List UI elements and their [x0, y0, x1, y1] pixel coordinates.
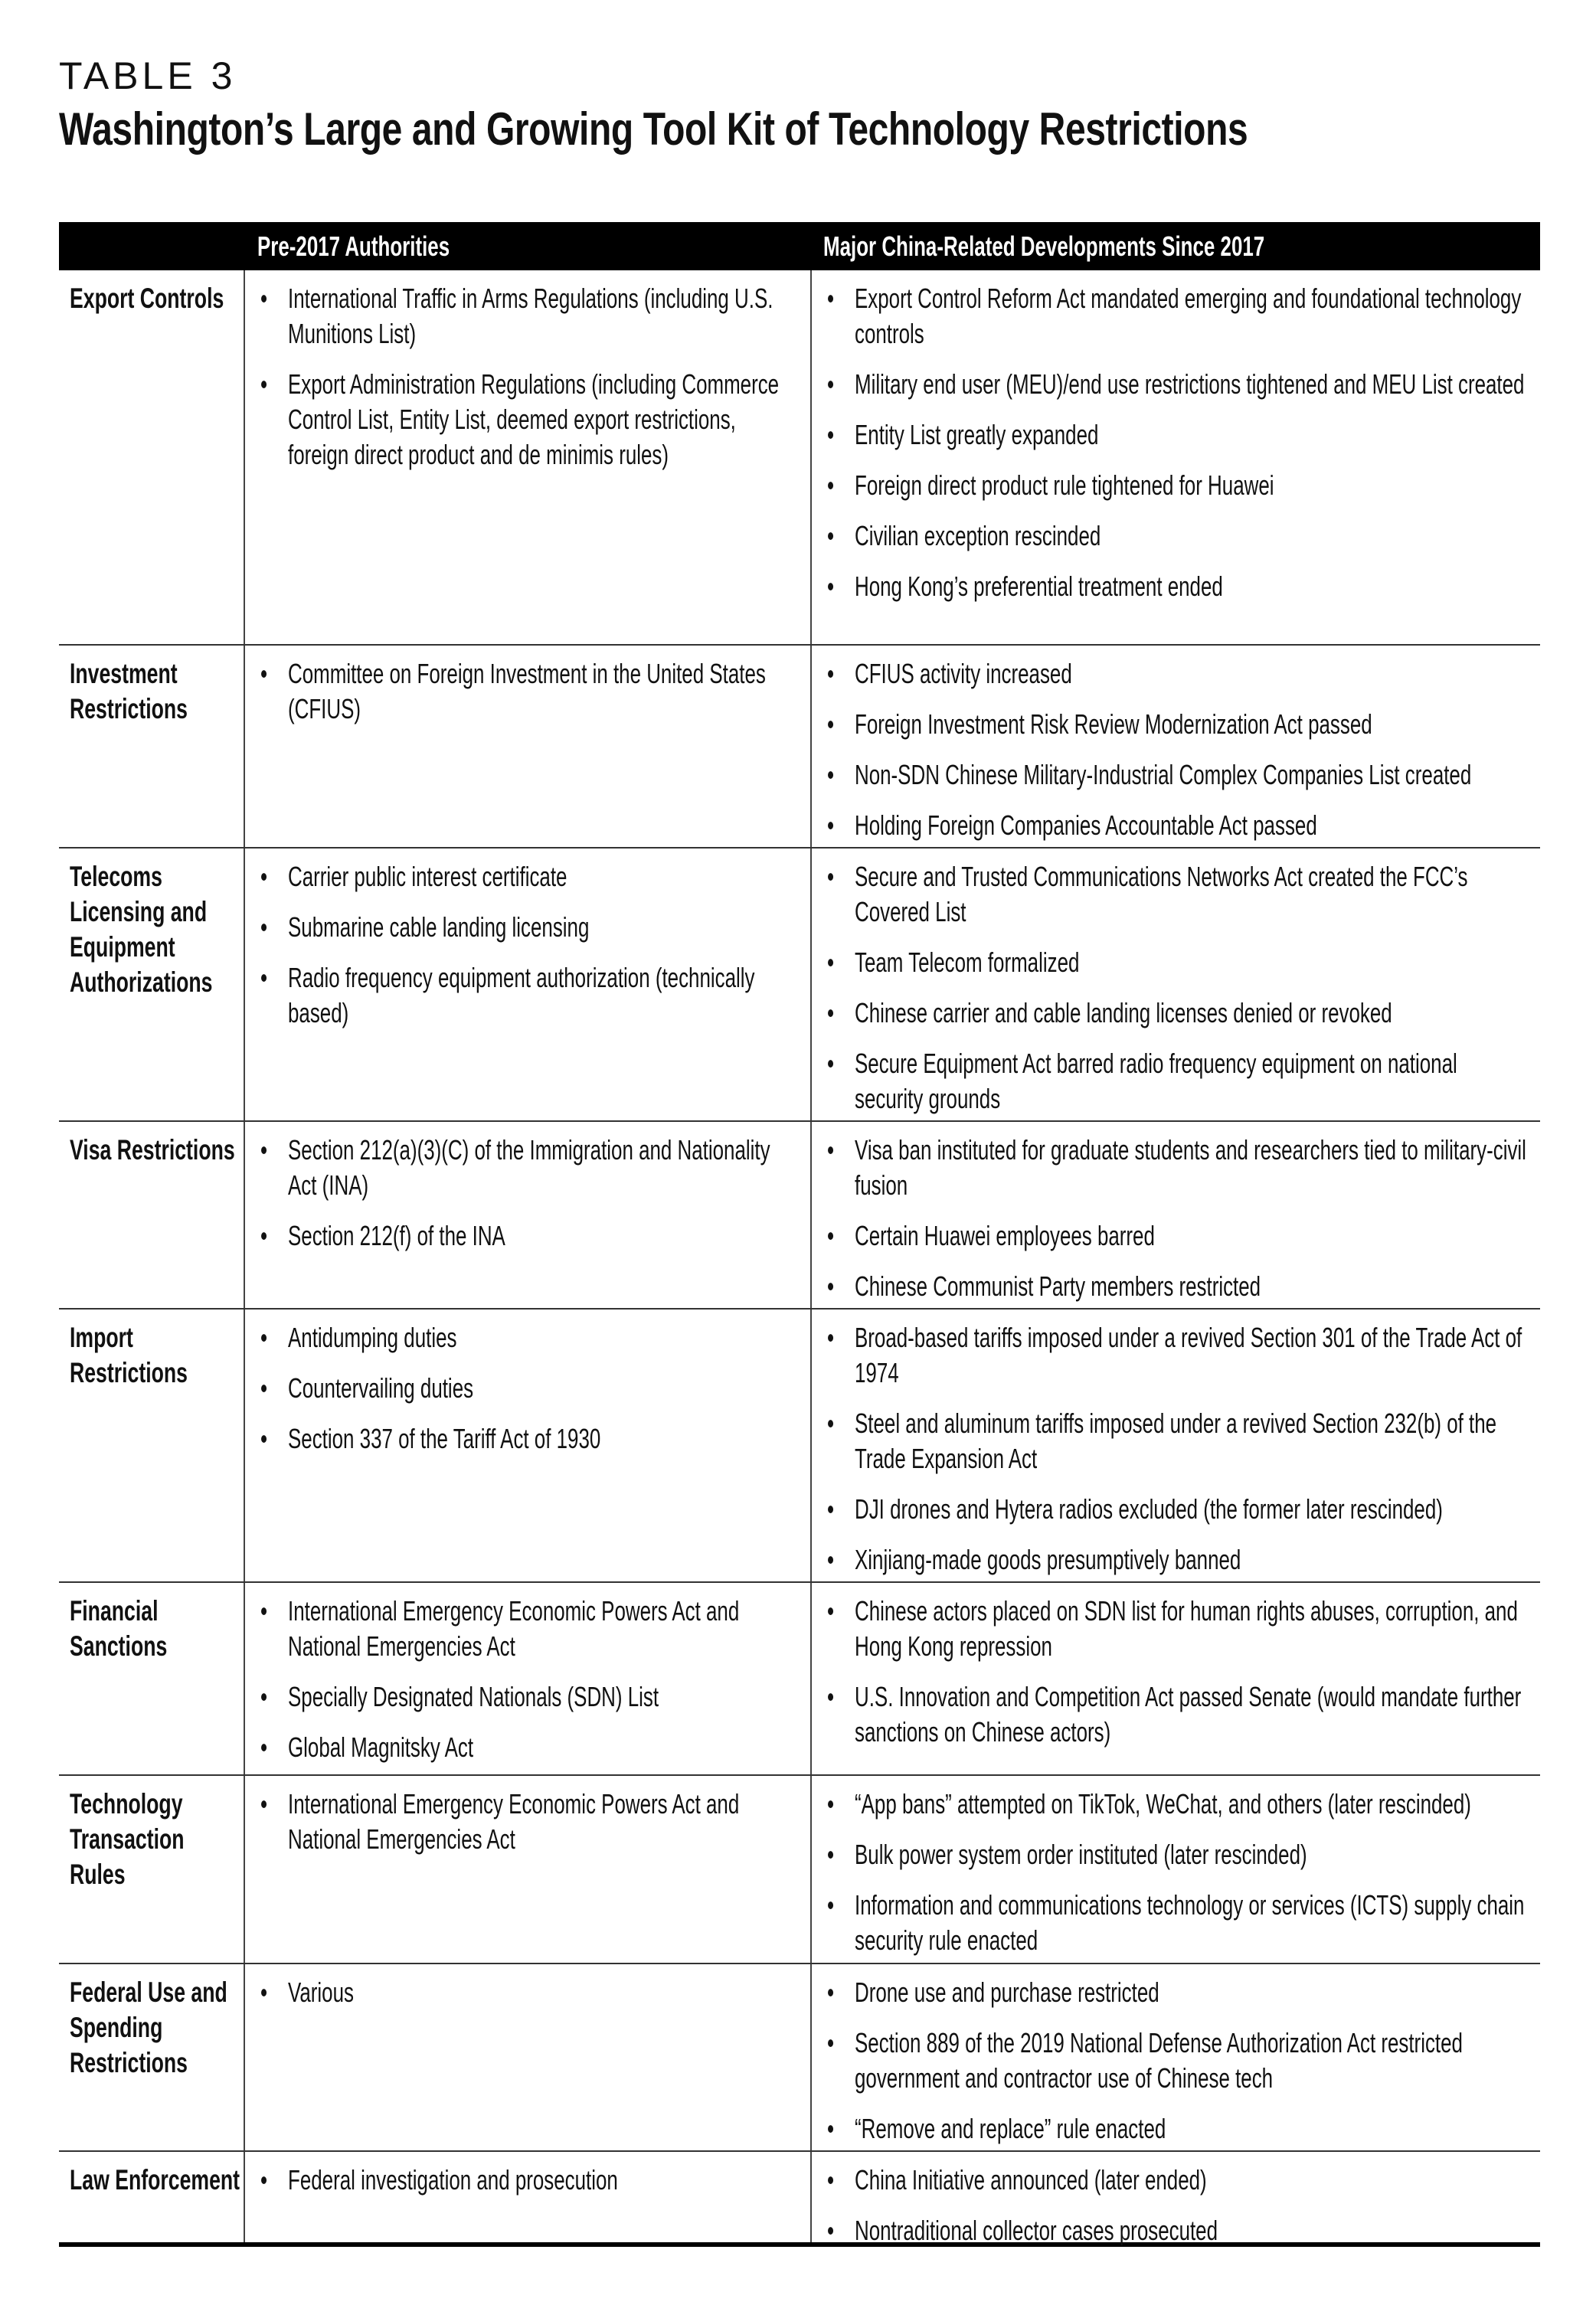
table-row	[59, 1964, 1540, 2152]
list-item	[827, 569, 1528, 604]
bullet-icon: •	[827, 1322, 835, 1353]
bullet-icon: •	[827, 419, 835, 450]
category-label: Federal Use and Spending Restrictions	[70, 1977, 227, 2078]
bullet-icon: •	[260, 283, 268, 314]
category-label: Telecoms Licensing and Equipment Authorizations	[70, 861, 213, 998]
bullet-list	[827, 1975, 1528, 2147]
since-2017-cell	[810, 1776, 1540, 1963]
list-item-text: Hong Kong’s preferential treatment ended	[855, 571, 1223, 602]
list-item-text: Bulk power system order instituted (later rescinded)	[855, 1839, 1307, 1870]
bullet-icon: •	[827, 2027, 835, 2058]
bullet-icon: •	[827, 1493, 835, 1525]
list-item-text: Radio frequency equipment authorization (technically based)	[288, 962, 755, 1028]
list-item	[827, 1046, 1528, 1117]
category-cell	[59, 1122, 244, 1308]
bullet-list	[827, 1133, 1528, 1304]
list-item-text: CFIUS activity increased	[855, 658, 1072, 689]
list-item	[827, 1542, 1528, 1578]
since-2017-cell	[810, 1964, 1540, 2150]
list-item-text: International Emergency Economic Powers Act and National Emergencies Act	[288, 1595, 740, 1662]
list-item	[827, 1837, 1528, 1872]
table-title: Washington’s Large and Growing Tool Kit of Technology Restrictions	[59, 103, 1248, 155]
list-item	[260, 1787, 795, 1857]
list-item-text: Global Magnitsky Act	[288, 1731, 474, 1763]
bullet-icon: •	[827, 2215, 835, 2246]
list-item-text: Broad-based tariffs imposed under a revived Section 301 of the Trade Act of 1974	[855, 1322, 1522, 1388]
pre-2017-cell	[244, 1583, 810, 1774]
restrictions-table	[59, 222, 1540, 2247]
list-item	[260, 1679, 795, 1715]
list-item	[827, 2026, 1528, 2096]
list-item	[827, 1320, 1528, 1391]
bullet-icon: •	[827, 520, 835, 551]
list-item-text: Certain Huawei employees barred	[855, 1220, 1155, 1251]
table-row	[59, 849, 1540, 1122]
bullet-icon: •	[827, 1544, 835, 1575]
bullet-icon: •	[827, 1839, 835, 1870]
bullet-icon: •	[827, 2164, 835, 2196]
list-item	[827, 1679, 1528, 1750]
list-item-text: Military end user (MEU)/end use restrictions tightened and MEU List created	[855, 368, 1525, 400]
bullet-icon: •	[260, 1788, 268, 1820]
bullet-icon: •	[260, 1423, 268, 1454]
bullet-icon: •	[827, 368, 835, 400]
pre-2017-cell	[244, 849, 810, 1120]
bullet-icon: •	[260, 1681, 268, 1712]
bullet-icon: •	[827, 2113, 835, 2144]
bullet-icon: •	[827, 1788, 835, 1820]
list-item-text: International Traffic in Arms Regulations (including U.S. Munitions List)	[288, 283, 773, 349]
list-item-text: Antidumping duties	[288, 1322, 457, 1353]
list-item	[827, 1975, 1528, 2010]
bullet-icon: •	[827, 1977, 835, 2008]
pre-2017-cell	[244, 2152, 810, 2242]
category-cell	[59, 2152, 244, 2242]
column-header-pre-2017: Pre-2017 Authorities	[257, 231, 450, 262]
since-2017-cell	[810, 1122, 1540, 1308]
bullet-icon: •	[827, 283, 835, 314]
bullet-icon: •	[260, 1595, 268, 1627]
list-item-text: Federal investigation and prosecution	[288, 2164, 618, 2196]
bullet-list	[260, 281, 795, 472]
category-label: Import Restrictions	[70, 1322, 188, 1388]
list-item-text: International Emergency Economic Powers Act and National Emergencies Act	[288, 1788, 740, 1855]
list-item-text: Export Administration Regulations (including Commerce Control List, Entity List, deemed export restrictions, foreign direct product and de minimis rules)	[288, 368, 780, 470]
list-item	[260, 1133, 795, 1203]
bullet-list	[827, 1320, 1528, 1578]
list-item-text: U.S. Innovation and Competition Act passed Senate (would mandate further sanctions on Chinese actors)	[855, 1681, 1522, 1748]
list-item	[827, 1269, 1528, 1304]
list-item-text: Foreign Investment Risk Review Modernization Act passed	[855, 708, 1372, 740]
list-item	[260, 1594, 795, 1664]
bullet-icon: •	[827, 1270, 835, 1302]
list-item	[827, 367, 1528, 402]
bullet-list	[260, 1133, 795, 1254]
list-item	[260, 367, 795, 472]
list-item-text: “Remove and replace” rule enacted	[855, 2113, 1166, 2144]
bullet-icon: •	[827, 997, 835, 1028]
category-cell	[59, 1583, 244, 1774]
bullet-list	[827, 2163, 1528, 2248]
bullet-icon: •	[260, 861, 268, 892]
pre-2017-cell	[244, 270, 810, 644]
list-item	[260, 1975, 795, 2010]
list-item-text: Submarine cable landing licensing	[288, 911, 590, 943]
category-cell	[59, 1776, 244, 1963]
list-item	[260, 1371, 795, 1406]
table-header	[59, 222, 1540, 270]
list-item-text: China Initiative announced (later ended)	[855, 2164, 1207, 2196]
bullet-icon: •	[260, 1977, 268, 2008]
list-item	[827, 518, 1528, 554]
bullet-icon: •	[827, 571, 835, 602]
bullet-icon: •	[260, 1322, 268, 1353]
bullet-icon: •	[260, 1134, 268, 1166]
bullet-icon: •	[827, 947, 835, 978]
list-item-text: Various	[288, 1977, 354, 2008]
list-item	[827, 859, 1528, 930]
table-row	[59, 1776, 1540, 1964]
bullet-icon: •	[260, 1220, 268, 1251]
bullet-icon: •	[827, 708, 835, 740]
bullet-list	[260, 1975, 795, 2010]
list-item-text: Secure and Trusted Communications Networks Act created the FCC’s Covered List	[855, 861, 1468, 927]
bullet-list	[260, 859, 795, 1031]
list-item	[827, 1787, 1528, 1822]
list-item	[827, 808, 1528, 843]
list-item-text: Secure Equipment Act barred radio frequency equipment on national security grounds	[855, 1048, 1457, 1114]
list-item	[827, 707, 1528, 742]
list-item-text: Entity List greatly expanded	[855, 419, 1099, 450]
list-item	[827, 468, 1528, 503]
column-header-since-2017: Major China-Related Developments Since 2017	[823, 231, 1265, 262]
since-2017-cell	[810, 1583, 1540, 1774]
table-row	[59, 270, 1540, 646]
list-item-text: Committee on Foreign Investment in the United States (CFIUS)	[288, 658, 766, 724]
since-2017-cell	[810, 270, 1540, 644]
bullet-icon: •	[827, 861, 835, 892]
table-row	[59, 1583, 1540, 1776]
list-item	[260, 859, 795, 894]
pre-2017-cell	[244, 1776, 810, 1963]
list-item-text: Foreign direct product rule tightened for Huawei	[855, 469, 1274, 501]
list-item	[827, 1888, 1528, 1958]
category-label: Financial Sanctions	[70, 1595, 168, 1662]
category-label: Export Controls	[70, 283, 224, 314]
bullet-icon: •	[827, 1408, 835, 1439]
category-label: Technology Transaction Rules	[70, 1788, 185, 1890]
bullet-icon: •	[827, 759, 835, 790]
category-cell	[59, 1310, 244, 1581]
list-item	[827, 281, 1528, 352]
category-label: Investment Restrictions	[70, 658, 188, 724]
list-item-text: DJI drones and Hytera radios excluded (the former later rescinded)	[855, 1493, 1443, 1525]
list-item-text: Specially Designated Nationals (SDN) List	[288, 1681, 659, 1712]
category-cell	[59, 849, 244, 1120]
bullet-icon: •	[827, 1048, 835, 1079]
list-item	[827, 1218, 1528, 1254]
list-item-text: Civilian exception rescinded	[855, 520, 1101, 551]
list-item	[827, 656, 1528, 692]
bullet-list	[260, 1594, 795, 1765]
list-item-text: Xinjiang-made goods presumptively banned	[855, 1544, 1241, 1575]
list-item	[260, 1421, 795, 1457]
bullet-icon: •	[827, 1220, 835, 1251]
table-row	[59, 1310, 1540, 1583]
table-row	[59, 2152, 1540, 2247]
list-item-text: Information and communications technology or services (ICTS) supply chain security rule enacted	[855, 1889, 1525, 1956]
bullet-icon: •	[260, 1372, 268, 1404]
table-row	[59, 1122, 1540, 1310]
list-item-text: Chinese Communist Party members restricted	[855, 1270, 1261, 1302]
list-item	[260, 281, 795, 352]
bullet-icon: •	[260, 2164, 268, 2196]
bullet-list	[260, 656, 795, 727]
bullet-list	[827, 656, 1528, 843]
list-item	[827, 1492, 1528, 1527]
list-item-text: Drone use and purchase restricted	[855, 1977, 1159, 2008]
category-label: Law Enforcement	[70, 2164, 240, 2196]
list-item-text: Visa ban instituted for graduate students and researchers tied to military-civil fusion	[855, 1134, 1526, 1201]
list-item-text: Section 212(a)(3)(C) of the Immigration and Nationality Act (INA)	[288, 1134, 770, 1201]
category-cell	[59, 646, 244, 847]
list-item	[827, 1594, 1528, 1664]
list-item	[827, 2111, 1528, 2147]
pre-2017-cell	[244, 1310, 810, 1581]
list-item	[827, 1406, 1528, 1476]
bullet-icon: •	[827, 469, 835, 501]
list-item	[827, 1133, 1528, 1203]
list-item-text: Countervailing duties	[288, 1372, 474, 1404]
list-item-text: Non-SDN Chinese Military-Industrial Complex Companies List created	[855, 759, 1472, 790]
pre-2017-cell	[244, 1122, 810, 1308]
since-2017-cell	[810, 2152, 1540, 2246]
list-item-text: Team Telecom formalized	[855, 947, 1080, 978]
bullet-list	[260, 1787, 795, 1857]
bullet-icon: •	[827, 1889, 835, 1921]
category-label: Visa Restrictions	[70, 1134, 235, 1166]
bullet-icon: •	[827, 809, 835, 841]
list-item	[260, 1730, 795, 1765]
pre-2017-cell	[244, 646, 810, 847]
table-row	[59, 646, 1540, 849]
table-label: TABLE 3	[59, 54, 237, 97]
since-2017-cell	[810, 646, 1540, 847]
list-item	[827, 2163, 1528, 2198]
list-item	[260, 960, 795, 1031]
bullet-icon: •	[260, 962, 268, 993]
list-item	[827, 757, 1528, 793]
list-item-text: Carrier public interest certificate	[288, 861, 567, 892]
list-item-text: “App bans” attempted on TikTok, WeChat, and others (later rescinded)	[855, 1788, 1471, 1820]
list-item	[260, 1320, 795, 1355]
bullet-icon: •	[827, 658, 835, 689]
list-item-text: Section 337 of the Tariff Act of 1930	[288, 1423, 601, 1454]
list-item-text: Section 889 of the 2019 National Defense Authorization Act restricted government and contractor use of Chinese tech	[855, 2027, 1463, 2094]
list-item	[827, 996, 1528, 1031]
bullet-icon: •	[260, 1731, 268, 1763]
bullet-list	[827, 1787, 1528, 1958]
list-item	[260, 656, 795, 727]
list-item	[827, 417, 1528, 453]
list-item-text: Holding Foreign Companies Accountable Act passed	[855, 809, 1317, 841]
pre-2017-cell	[244, 1964, 810, 2150]
bullet-icon: •	[260, 911, 268, 943]
list-item-text: Section 212(f) of the INA	[288, 1220, 505, 1251]
since-2017-cell	[810, 1310, 1540, 1581]
list-item-text: Nontraditional collector cases prosecuted	[855, 2215, 1218, 2246]
bullet-icon: •	[260, 658, 268, 689]
bullet-list	[827, 859, 1528, 1117]
bullet-icon: •	[827, 1134, 835, 1166]
since-2017-cell	[810, 849, 1540, 1120]
list-item	[260, 1218, 795, 1254]
list-item-text: Export Control Reform Act mandated emerging and foundational technology controls	[855, 283, 1522, 349]
category-cell	[59, 270, 244, 644]
bullet-icon: •	[827, 1681, 835, 1712]
list-item	[260, 910, 795, 945]
list-item-text: Chinese actors placed on SDN list for human rights abuses, corruption, and Hong Kong repression	[855, 1595, 1518, 1662]
bullet-list	[260, 2163, 795, 2198]
bullet-list	[260, 1320, 795, 1457]
list-item	[260, 2163, 795, 2198]
bullet-list	[827, 281, 1528, 604]
bullet-icon: •	[260, 368, 268, 400]
bullet-icon: •	[827, 1595, 835, 1627]
bullet-list	[827, 1594, 1528, 1750]
list-item	[827, 945, 1528, 980]
list-item-text: Chinese carrier and cable landing licenses denied or revoked	[855, 997, 1392, 1028]
list-item-text: Steel and aluminum tariffs imposed under a revived Section 232(b) of the Trade Expansion Act	[855, 1408, 1497, 1474]
category-cell	[59, 1964, 244, 2150]
list-item	[827, 2213, 1528, 2248]
